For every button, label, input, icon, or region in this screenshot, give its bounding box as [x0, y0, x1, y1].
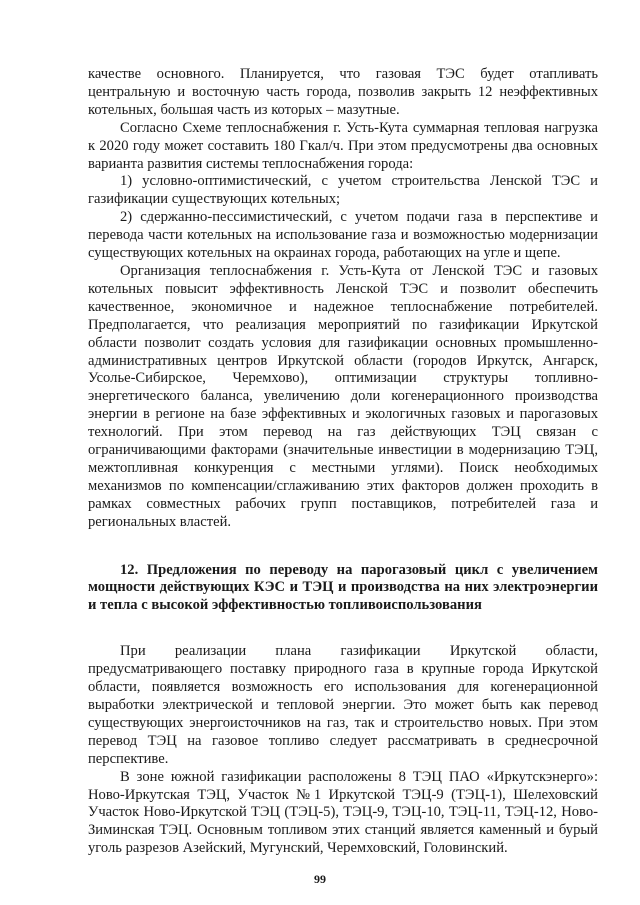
body-text: [88, 66, 598, 858]
section-heading: 12. Предложения по переводу на парогазовый цикл с увеличением мощности действующих КЭС и ТЭЦ и производства на них электроэнергии и тепла с высокой эффективностью топливоиспользования: [88, 561, 598, 614]
paragraph-2: Согласно Схеме теплоснабжения г. Усть-Кута суммарная тепловая нагрузка к 2020 году может составить 180 Гкал/ч. При этом предусмотрены два основных варианта развития системы теплоснабжения города:: [88, 119, 598, 172]
paragraph-4: 2) сдержанно-пессимистический, с учетом подачи газа в перспективе и перевода части котельных на использование газа и возможностью модернизации существующих котельных на окраинах города, работающих на угле и щепе.: [88, 209, 598, 262]
paragraph-3: 1) условно-оптимистический, с учетом строительства Ленской ТЭС и газификации существующих котельных;: [88, 173, 598, 208]
paragraph-5: Организация теплоснабжения г. Усть-Кута от Ленской ТЭС и газовых котельных повысит эффективность Ленской ТЭС и позволит обеспечить качественное, экономичное и надежное теплоснабжение потребителей. Предполагается, что реализация мероприятий по газификации Иркутской области позволит создать условия для газификации основных промышленно-административных центров Иркутской области (городов Иркутск, Ангарск, Усолье-Сибирское, Черемхово), оптимизации структуры топливно-энергетического баланса, увеличению доли когенерационного производства энергии в регионе на базе эффективных и экологичных газовых и парогазовых технологий. При этом перевод на газ действующих ТЭЦ связан с ограничивающими факторами (значительные инвестиции в модернизацию ТЭЦ, межтопливная конкуренция с местными углями). Поиск необходимых механизмов по компенсации/сглаживанию этих факторов должен проходить в рамках совместных рабочих групп поставщиков, потребителей газа и региональных властей.: [88, 262, 598, 530]
paragraph-6: При реализации плана газификации Иркутской области, предусматривающего поставку природного газа в крупные города Иркутской области, появляется возможность его использования для когенерационной выработки электрической и тепловой энергии. Это может быть как перевод существующих энергоисточников на газ, так и строительство новых. При этом перевод ТЭЦ на газовое топливо следует рассматривать в среднесрочной перспективе.: [88, 643, 598, 767]
paragraph-1: качестве основного. Планируется, что газовая ТЭС будет отапливать центральную и восточную часть города, позволив закрыть 12 неэффективных котельных, большая часть из которых – мазутные.: [88, 66, 598, 118]
page-number: 99: [314, 872, 326, 886]
paragraph-7: В зоне южной газификации расположены 8 ТЭЦ ПАО «Иркутскэнерго»: Ново-Иркутская ТЭЦ, Участок №1 Иркутской ТЭЦ-9 (ТЭЦ-1), Шелеховский Участок Ново-Иркутской ТЭЦ (ТЭЦ-5), ТЭЦ-9, ТЭЦ-10, ТЭЦ-11, ТЭЦ-12, Ново-Зиминская ТЭЦ. Основным топливом этих станций является каменный и бурый уголь разрезов Азейский, Мугунский, Черемховский, Головинский.: [88, 768, 598, 857]
